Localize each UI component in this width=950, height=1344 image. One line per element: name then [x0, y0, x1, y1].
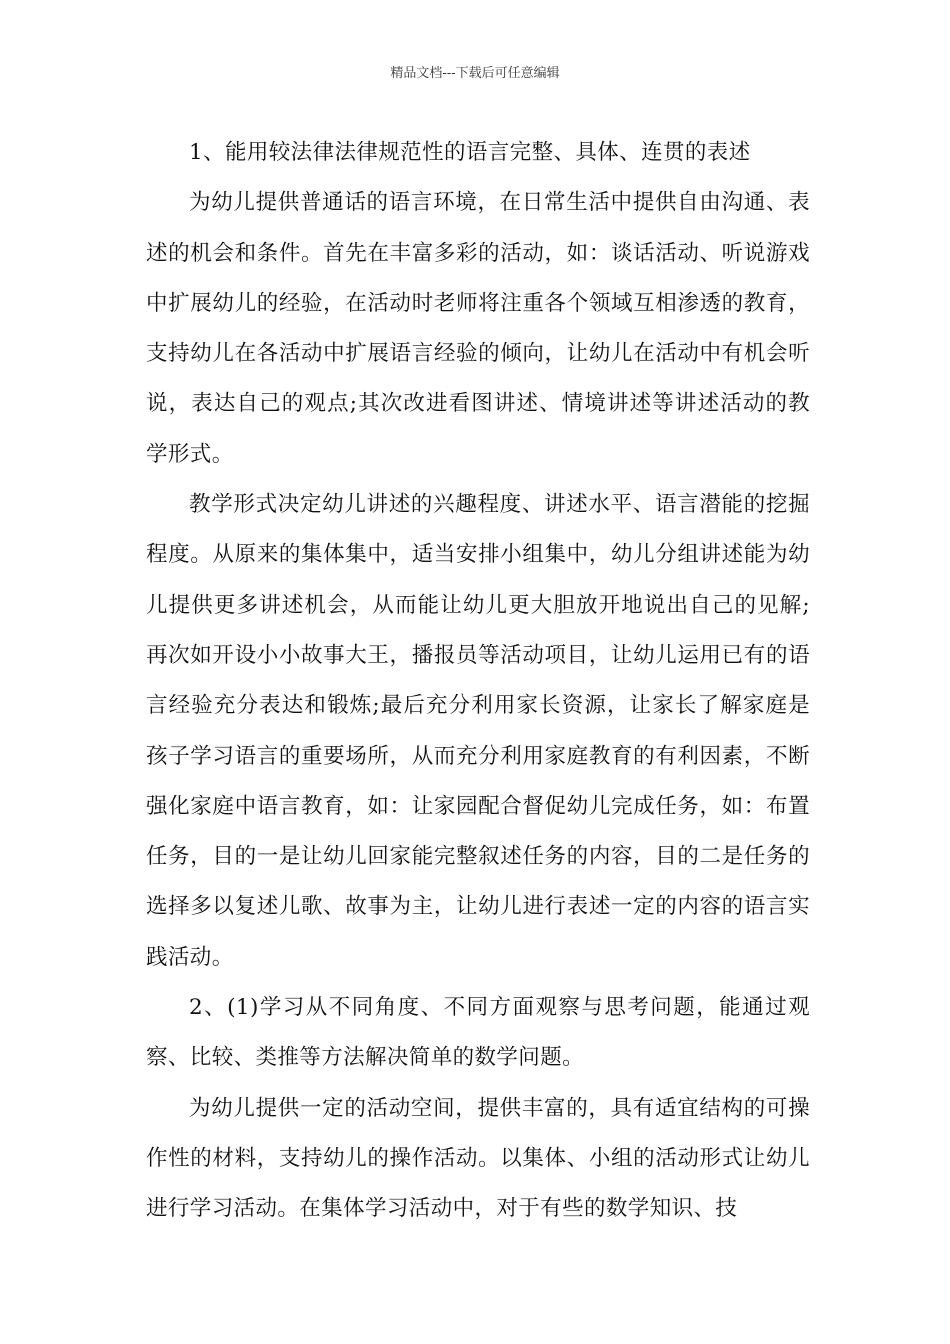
- document-body: [146, 128, 810, 1235]
- paragraph-3: 教学形式决定幼儿讲述的兴趣程度、讲述水平、语言潜能的挖掘程度。从原来的集体集中，适当安排小组集中，幼儿分组讲述能为幼儿提供更多讲述机会，从而能让幼儿更大胆放开地说出自己的见解;再次如开设小小故事大王，播报员等活动项目，让幼儿运用已有的语言经验充分表达和锻炼;最后充分利用家长资源，让家长了解家庭是孩子学习语言的重要场所，从而充分利用家庭教育的有利因素，不断强化家庭中语言教育，如：让家园配合督促幼儿完成任务，如：布置任务，目的一是让幼儿回家能完整叙述任务的内容，目的二是任务的选择多以复述儿歌、故事为主，让幼儿进行表述一定的内容的语言实践活动。: [146, 492, 810, 970]
- paragraph-1: 1、能用较法律法律规范性的语言完整、具体、连贯的表述: [189, 140, 751, 165]
- paragraph-4: 2、(1)学习从不同角度、不同方面观察与思考问题，能通过观察、比较、类推等方法解决简单的数学问题。: [146, 995, 810, 1071]
- paragraph-2: 为幼儿提供普通话的语言环境，在日常生活中提供自由沟通、表述的机会和条件。首先在丰富多彩的活动，如：谈话活动、听说游戏中扩展幼儿的经验，在活动时老师将注重各个领域互相渗透的教育，支持幼儿在各活动中扩展语言经验的倾向，让幼儿在活动中有机会听说，表达自己的观点;其次改进看图讲述、情境讲述等讲述活动的教学形式。: [146, 190, 810, 467]
- paragraph-5: 为幼儿提供一定的活动空间，提供丰富的，具有适宜结构的可操作性的材料，支持幼儿的操作活动。以集体、小组的活动形式让幼儿进行学习活动。在集体学习活动中，对于有些的数学知识、技: [146, 1095, 810, 1222]
- page-header: 精品文档---下载后可任意编辑: [390, 66, 560, 81]
